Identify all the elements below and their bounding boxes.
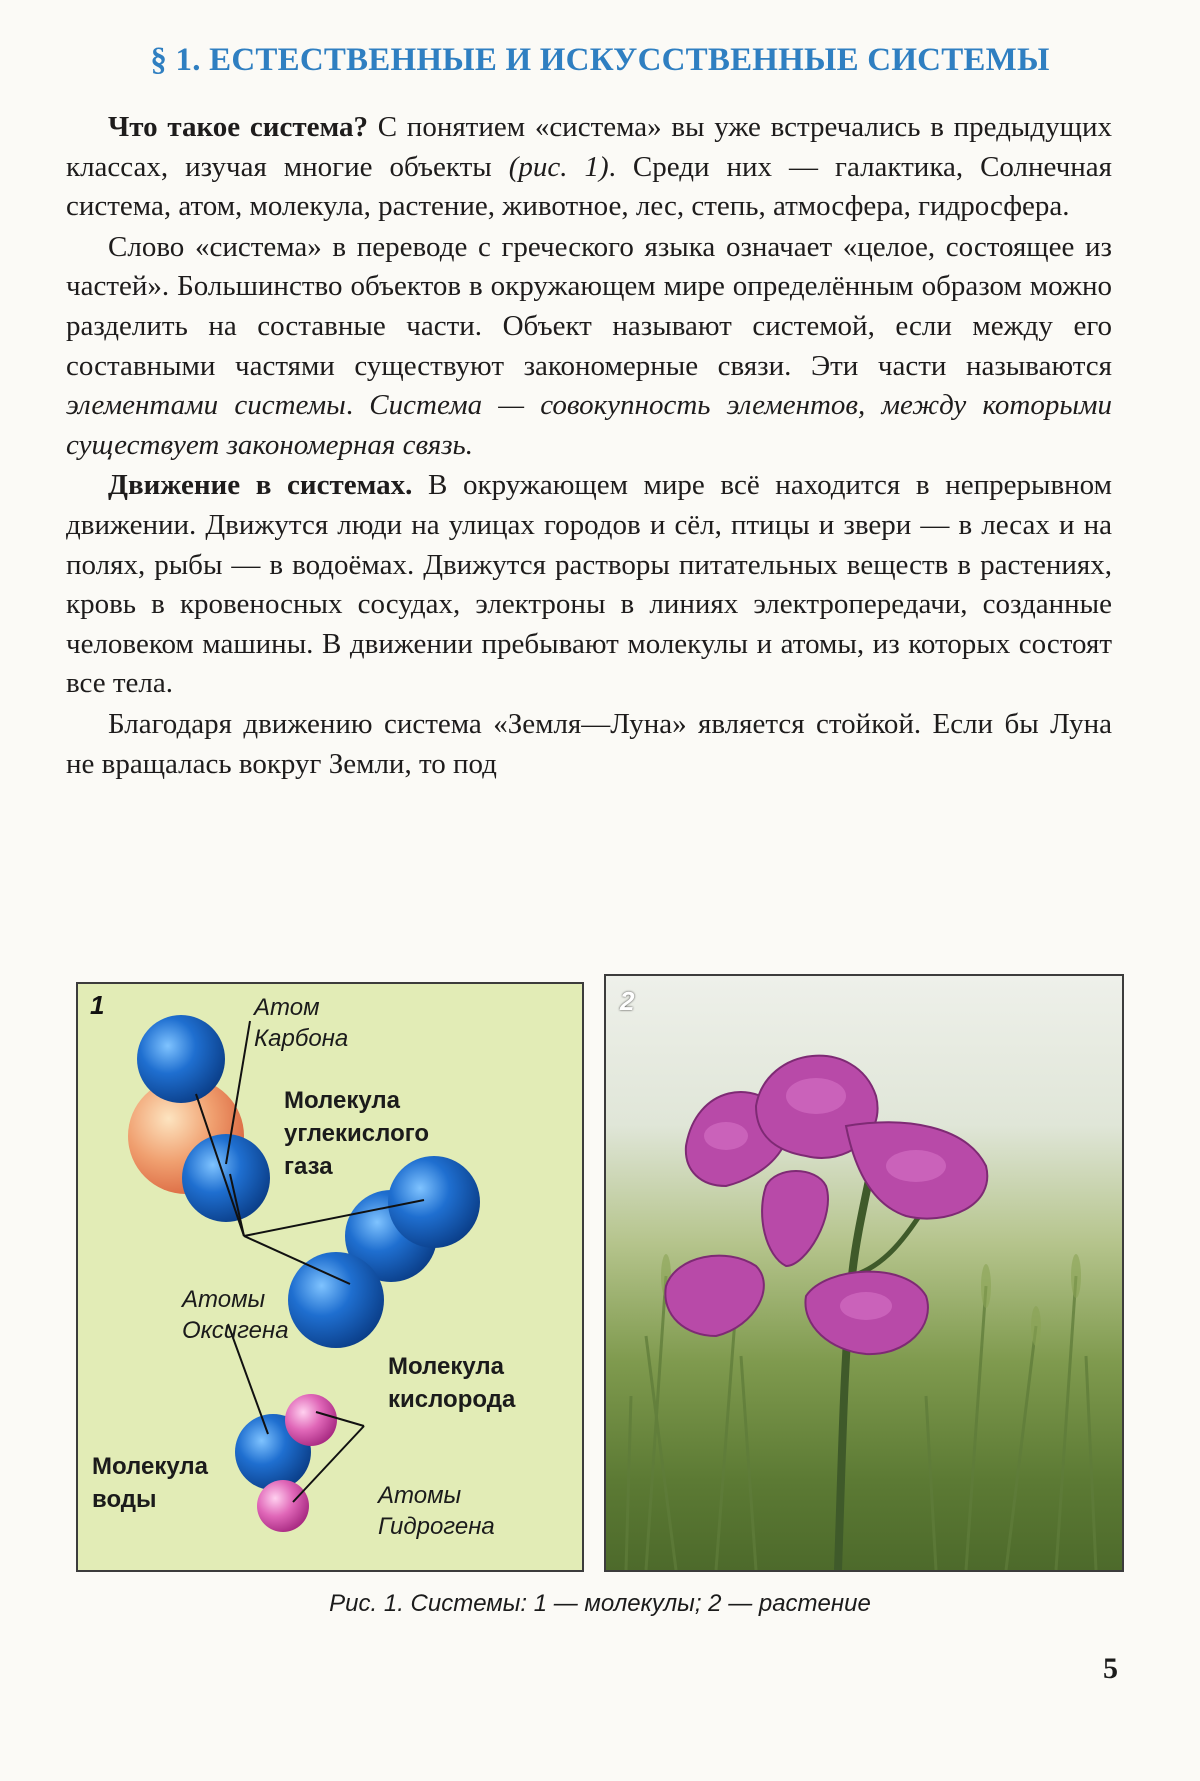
hydrogen-atom	[257, 1480, 309, 1532]
hydrogen-atom	[285, 1394, 337, 1446]
paragraph-text: С понятием «система» вы уже встречались в предыдущих классах, изучая многие объекты	[66, 111, 1112, 183]
label-hydrogen-atoms: Атомы Гидрогена	[378, 1482, 495, 1540]
panel-number: 1	[90, 990, 105, 1020]
paragraph-3	[66, 466, 1112, 704]
body-text	[66, 108, 1112, 784]
figure-caption: Рис. 1. Системы: 1 — молекулы; 2 — растение	[329, 1590, 871, 1617]
section-title: § 1. ЕСТЕСТВЕННЫЕ И ИСКУССТВЕННЫЕ СИСТЕМЫ	[150, 42, 1050, 78]
page-number: 5	[1103, 1652, 1118, 1685]
figure-reference: (рис. 1)	[508, 150, 609, 183]
paragraph-text: В окружающем мире всё находится в непрерывном движении. Движутся люди на улицах городов и сёл, птицы и звери — в лесах и на полях, рыбы — в водоёмах. Движутся растворы питательных веществ в растениях, кровь в кровеносных сосудах, электроны в линиях электропередачи, созданные человеком машины. В движении пребывают молекулы и атомы, из которых состоят все тела.	[66, 469, 1112, 700]
figure-plant	[604, 974, 1124, 1572]
paragraph-1	[66, 108, 1112, 227]
label-o2-molecule: Молекула кислорода	[388, 1353, 516, 1413]
oxygen-atom	[137, 1015, 225, 1103]
panel-number: 2	[620, 986, 635, 1016]
term-elements: элементами системы	[66, 389, 346, 422]
paragraph-heading: Что такое система?	[108, 111, 369, 143]
label-carbon-atom: Атом Карбона	[254, 994, 349, 1052]
paragraph-text: . Среди них — галактика, Солнечная система, атом, молекула, растение, животное, лес, степь, атмосфера, гидросфера.	[66, 150, 1113, 223]
paragraph-text: Слово «система» в переводе с греческого языка означает «целое, состоящее из частей». Большинство объектов в окружающем мире определённым образом можно разделить на составные части. Объект называют системой, если между его составными частями существуют закономерные связи. Эти части называются	[66, 230, 1112, 382]
label-co2-molecule: Молекула углекислого газа	[284, 1087, 430, 1180]
plant-photo	[606, 976, 1122, 1570]
label-oxygen-atoms: Атомы Оксигена	[182, 1286, 289, 1344]
paragraph-text: Благодаря движению система «Земля—Луна» является стойкой. Если бы Луна не вращалась вокруг Земли, то под	[66, 707, 1112, 780]
paragraph-4	[66, 705, 1112, 784]
petal	[762, 1171, 828, 1266]
stem	[838, 1146, 876, 1570]
figure-molecules	[76, 982, 584, 1572]
petal	[665, 1256, 763, 1336]
system-definition: Система — совокупность элементов, между которыми существует закономерная связь.	[66, 389, 1113, 461]
paragraph-2	[66, 228, 1112, 466]
paragraph-heading: Движение в системах.	[108, 469, 413, 502]
paragraph-text: .	[345, 389, 370, 422]
label-water-molecule: Молекула воды	[92, 1453, 208, 1513]
oxygen-atom	[182, 1134, 270, 1222]
